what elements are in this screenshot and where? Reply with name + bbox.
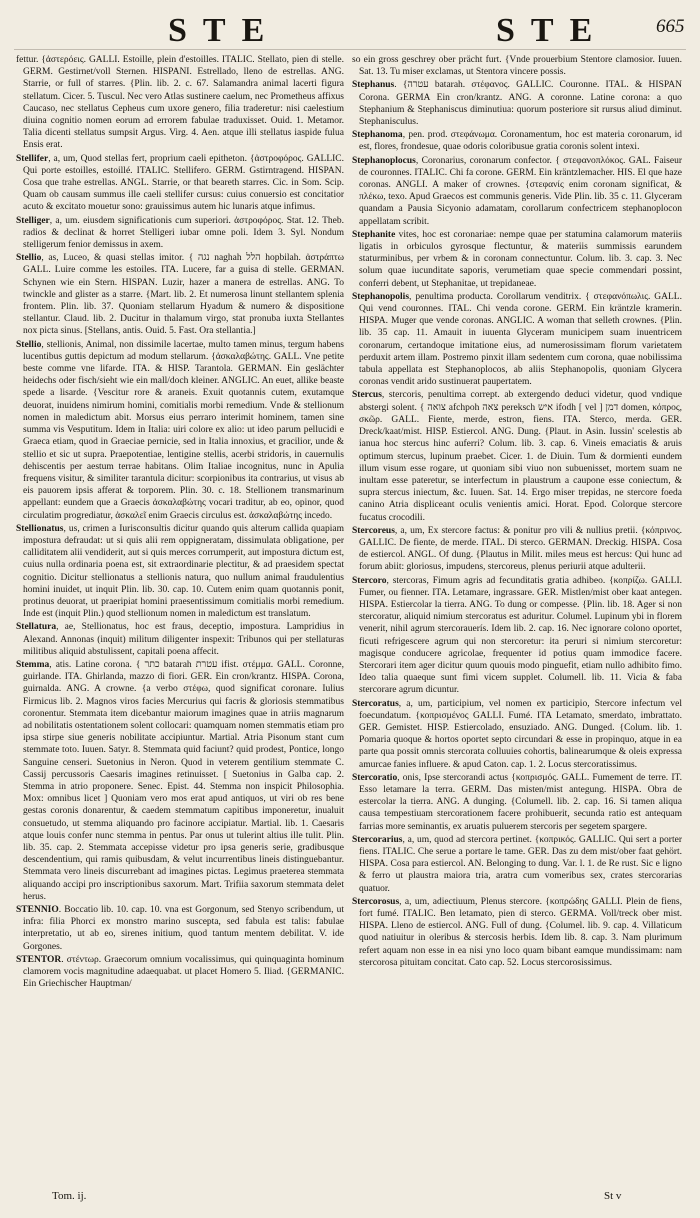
entry-text: , ae, Stellionatus, hoc est fraus, deceptio, impostura. Lampridius in Alexand. Annonas (inquit) militum diligenter inspexit: Tribunos qui per stellaturas militibus aliquid abstulissent, capitali poena affecit. [23,622,344,657]
entry-text: , a, um, quod ad stercora pertinet. {κοπρικός. GALLIC. Qui sert a porter fiens. ITALIC. Che serue a portare le tame. GER. Das zu dem mist/ober faat gehört. HISPA. Cosa para estiercol. AN. Belonging to dung. Var. l. 1. de Re rust. Sic e ligno & ferro ut plaustra maiora tria, aratra cum vomeribus sex, crates stercorarias quatuor. [359,834,682,894]
entry-text: , a, um, Quod stellas fert, proprium caeli epitheton. {ἀστροφόρος. GALLIC. Qui porte estoilles, estoillé. ITALIC. Stellifero. GERM. Gstirntragend. HISPAN. Cosa que trahe estrellas. ANGL. Starrie, or that beareth starres. Cic. in Som. Scip. Quam ob causam summus ille caeli stellifer cursus: cuius conuersio est concitatior acuto & excitato mouetur sono: grauissimus autem hic lunaris atque infimus. [23,153,344,213]
entry-text: , stercoras, Fimum agris ad fecunditatis gratia adhibeo. {κοπρίζω. GALLI. Fumer, ou fienner. ITA. Letamare, ingrassare. GER. Mistlen/mist ober kaat antegen. HISPA. Estiercolar la tierra. ANG. To dung or compesse. {Plin. lib. 18. Ager si non stercoratur, aliquid nimium stercoratus est aduritur. Columel. Lupinum ybi in florem venerit, nihil agrum stercorauerís. Idem lib. 2. cap. 16. Nec ignorare colono oportet, ficuti refrigescere agrum qui non stercoretur: ita peruri si nimium stercoretur: magisque conducere agricolae, frequenter id potius quam immodice facere. Stercorari item ager dicitur quum quouis modo pinguefit, etiam nullo adhibito fimo. Ideo talia quaeque sunt fimi vicem supplet. Columell. lib. 11. Vicia & faba stercorare agrum dicuntur. [359,575,682,696]
entry-headword: Stercorosus [352,896,400,907]
dictionary-entry [352,389,682,523]
dictionary-entry [16,904,344,953]
dictionary-entry [16,339,344,522]
entry-text: , stellionis, Animal, non dissimile lacertae, multo tamen minus, tergum habens lucentibus guttis depictum ad modum stellarum. {ἀσκαλαβώτης. GALL. Vne petite beste comme vne lifarde. ITA. & HISP. Tarantola. GERMAN. Ein geslächter heidechs oder fisch/sieht wie ein mall/doch kleiner. ANGLIC. An euet, allike beaste spede a lisarde. {Vescitur rore & araneis. Exuit quotannis cutem, exutamque deuorat, inuidens nimirum homini, comitialis morbi remedium. Vnde & stellionum nomen in maledictum abit. Morsus eius perraro interimit hominem, tamen sine summa vis Vesputitum. Idem in Italia: uiri colore ex alio: ut ideo parum pellucidi e Graeca etiam, quod in Graeciae pernicie, sed in Italia innoxius, et gracilior, unde & stellio et sic ut supra. Praepotentiae, lentigine stellis, acerbi stridoris, in cauernulis dehiscentis per aestum terrae habitans. Olim Italiae incognitus, nunc in Apulia frequens visitur, & similiter tarantula dicitur: scorpionibus ita contrarius, ut visus ab eis pauorem ipsis afferat & torporem. Plin. 30. c. 18. Stellionem transmarinum appellant: eundem que a Graecis ἀσκαλαβώτης vocari traditur, ab eo, opinor, quod circulatim progrediatur, ἀσκαλεῖ enim Graecis circulus est. ἀσκαλαβώτης incedo. [23,339,344,521]
dictionary-entry [16,954,344,991]
dictionary-entry [352,54,682,78]
entry-headword: Stephanite [352,229,396,240]
entry-text: . στέντωρ. Graecorum omnium vocalissimus, qui quinquaginta hominum clamorem vocis magnitudine adaequabat. ut placet Homero 5. Iliad. {GERMANIC. Ein Griechischer Hauptman/ [23,954,344,990]
entry-headword: Stemma [16,659,50,670]
catchword: St v [604,1190,622,1202]
dictionary-entry [352,155,682,228]
dictionary-entry [16,54,344,152]
entry-headword: STENNIO [16,905,59,916]
entry-headword: Stellifer [16,153,49,164]
header-rule [14,49,686,50]
entry-headword: Stephanus [352,80,395,91]
entry-text: , penultima producta. Corollarum venditrix. { στεφανόπωλις. GALL. Qui vend couronnes. ITAL. Chi venda corone. GERM. Ein kräntzle kramerin. HISPA. Muger que vende coronas. ANGLIC. A woman that selleth crownes. {Plin. lib. 35 cap. 11. Amauit in iuuenta Glyceram municipem suam inuentricem coronarum, certandoque imitatione eius, ad numerosissimam florum varietatem perduxit artem illam. Postremo pinxit illam sedentem cum corona, quae nobilissima tabula appellata est Stephanoplocos, ab aliis Stephanopolis, quoniam Glycera coronas vendit arido sustinuerat paupertatem. [359,291,682,388]
dictionary-entry [16,215,344,252]
entry-headword: Stercoratus [352,698,399,709]
dictionary-entry [352,698,682,771]
entry-headword: Stercoreus [352,525,395,536]
entry-text: , as, Luceo, & quasi stellas imitor. { נגה naghah הלל hopbilah. ἀστράπτω GALL. Luire comme les estoiles. ITA. Lucere, far a guisa di stelle. GERMAN. Schynen wie ein Stern. HISPAN. Luzir, hazer a manera de estrellas. ANG. To twinckle and glister as a starre. {Mart. lib. 2. Et numerosa linunt stellantem splenia frontem. Plin. lib. 37. Quoniam stellarum Hyadum & numero & dispositione stellantur. Claud. lib. 2. Ducitur in thalamum virgo, stat pronuba iuxta Stellantes nox picta sinus. [Stellans, antis. Ouid. 5. Fast. Ora stellantia.] [23,253,344,337]
entry-text: . {עטרה batarah. στέφανος. GALLIC. Couronne. ITAL. & HISPAN Corona. GERMA Ein cron/krantz. ANG. A coronne. Latine corona: a quo Stephanium & Stephaniscus diminutiua: quorum posteriore sit rursus aliud diminut. Stephanisculus. [359,80,682,128]
entry-headword: Stercoro [352,575,387,586]
entry-headword: Stephanoma [352,130,403,141]
running-head-right: STE [496,12,609,49]
entry-headword: Stelliger [16,215,50,226]
entry-text: fettur. {ἀστερόεις. GALLI. Estoille, plein d'estoilles. ITALIC. Stellato, pien di stelle. GERM. Gestirnet/voll Sternen. HISPANI. Estrellado, lleno de estrellas. ANG. Starrie, or full of starres. {Plin. lib. 2. c. 67. Salamandra animal lacerti figura stellatum. Cicer. 5. Tuscul. Nec vero Atlas sustinere caelum, nec Prometheus affixus Caucaso, nec stellatus Cepheus cum uxore genero, filia traderetur: nisi caelestium diuina cognitio nomen eorum ad errorem fabulae traduxisset. Ouid. 1. Metamor. Talia dicenti stellatus sumpsit Argus. Virg. 4. Aen. atque illi stellatus iaspide fulua Ensis erat. [16,55,344,151]
page-number: 665 [656,16,685,37]
dictionary-entry [352,772,682,833]
dictionary-entry [352,575,682,697]
dictionary-entry [352,229,682,290]
dictionary-entry [352,834,682,895]
dictionary-entry [16,621,344,658]
entry-headword: STENTOR [16,954,62,965]
entry-text: , a, um, participium, vel nomen ex participio, Stercore infectum vel foecundatum. {κοπρισμένος GALLI. Fumé. ITA Letamato, smerdato, imbrattato. GER. Gemistet. HISP. Estiercolado, ensuziado. ANG. Dunged. {Colum. lib. 1. Pomaria quoque & hortos oportet septo circundari & esse in propinquo, atque in ea parte qua possit omnis stercorata colluuies cohortis, balinearumque & oleis expressa amurcae fanies influere. & apud Caton. cap. 1. 2. Locus stercoratissimus. [359,698,682,770]
entry-text: , stercoris, penultima corrept. ab extergendo deduci videtur, quod vndique abstergi solent. { צואה afchpoh צאה pereksch איש ifodh [ vel ] דמן domen, κόπρος, σκῶρ. GALL. Fiente, merde, estron, fiens. ITA. Sterco, merda. GER. Dreck/kaat/mist. HISP. Estiercol. ANG. Dung. {Plaut. in Asin. Iussin' scelestis ab ianua hoc stercus hinc auferri? Colum. lib. 3. cap. 6. Vineis emaciatis & aruis optimum stercus, lupinum praebet. Cicer. 1. de Diuin. Tum & dormienti eundem illum visum esse rogare, ut quoniam sibi viuo non subuenisset, mortem suam ne inultam esse pateretur, se interfectum in plaustrum a caupone esse coniectum, & supra stercus iniectum, &c. Iuuen. Sat. 14. Ergo miser trepidas, ne stercore foeda canino Atria displiceant oculis venientis amici. Horat. Epod. Colorque stercore fucatus crocodili. [359,390,682,523]
entry-text: , a, um, Ex stercore factus: & ponitur pro vili & nullius pretii. {κόπρινος. GALLIC. De fiente, de merde. ITAL. Di sterco. GERMAN. Dreckig. HISPA. Cosa de estiercol. ANGL. Of dung. {Plautus in Milit. miles meus est hercus: Qui hunc ad forum abiit: gloriosus, impudens, stercoreus, plenus periurii atque adulterii. [359,525,682,573]
entry-text: . Boccatio lib. 10. cap. 10. vna est Gorgonum, sed Stenyo scribendum, ut infra: filia Phorci ex monstro marino suscepta, sed fabula est talis: fabulae interpretatio, ut ab eo, sirenes initium, quod tantum mentem debilitat. V. ide Gorgones. [23,905,344,952]
entry-headword: Stephanopolis [352,291,410,302]
entry-headword: Stephanoplocus [352,155,416,166]
entry-headword: Stercus [352,390,382,401]
dictionary-entry [16,523,344,621]
dictionary-entry [352,291,682,389]
dictionary-entry [16,153,344,214]
left-column [16,54,344,991]
signature-mark: Tom. ij. [52,1190,87,1202]
dictionary-entry [16,252,344,337]
dictionary-entry [352,896,682,969]
entry-headword: Stercoratio [352,772,398,783]
running-head-left: STE [168,12,281,49]
entry-headword: Stellio [16,253,42,264]
dictionary-entry [352,129,682,153]
entry-text: so ein gross geschrey ober prächt furt. {Vnde prouerbium Stentore clamosior. Iuuen. Sat. 13. Tu miser exclamas, ut Stentora vincere possis. [352,55,682,78]
entry-text: , us, crimen a Iurisconsultis dicitur quando quis alterum callida quapiam impostura defraudat: ut si quis alii rem oppigneratam, dissimulata obligatione, per calliditatem alii vendiderit, aut si quis merces corrumperit, aut impostura dictum est, cuius nulla ordinaria poena est, sit extraordinarie plectitur, & ad praesidem spectat cognitio. Dicitur stellionatus a stellionis natura, quo nullum animal fraudulentius homini inuidet, ut inquit Plin. lib. 30. cap. 10. Cutem enim quam quotannis ponit, protinus deuorat, ut praeripiat homini praesentissimum comitialis morbi remedium. Inde est (inquit Plin.) quod stellionum nomen in maledictum est translatum. [23,523,344,620]
entry-text: vites, hoc est coronariae: nempe quae per statumina calamorum materiis ligatis in orbiculos gyrosque flectuntur, & materiis summissis earundem staturminibus, per vrbem & in coronam connectuntur. Colum. lib. 3. cap. 3. Nec solum quae iucunditate saporis, verumetiam quae specie commendari possint, conferri debent, ut Stephanitae, ut trepidaneae. [359,229,682,289]
entry-text: , atis. Latine corona. { כתר batarah עטרת ifist. στέμμα. GALL. Coronne, guirlande. ITA. Ghirlanda, mazzo di fiori. GER. Ein cron/krantz. HISPA. Corona, guirnalda. ANG. A crowne. {a verbo στέφω, quod significat coronare. Iulius Firmicus lib. 2. Magnos viros facies Mercurius qui facris & gloriosis stemmatibus coronentur. Stemmata item dicebantur maiorum imagines quae in atriis magnarum ad nobilitatis ostentationem solent collocari: quamquam nomen stemmatis etiam pro ipsa stirpe siue generis nobilitate accipiuntur. Martial. Atria Pisonum stant cum stemmate toto. Iuuen. Satyr. 8. Stemmata quid faciunt? quid prodest, Pontice, longo Sanguine censeri. Suetonius in Neron. Quod in veterem gentilium stemmate C. Cassij percussoris Caesaris imagines retinuisset. [ Suetonius in Galba cap. 2. Stemma in atrio proponere. Senec. Epist. 44. Stemma non inspicit Philosophia. Mox: omnibus licet ] Quoniam vero mos erat apud antiquos, ut viri ob res bene gestas coronis donarentur, & caedem stemmatum capitibus imponeretur, inualuit consuetudo, ut stemma aliquando pro facinore accipiatur. Martial. lib. 1. Caesaris atque louis confer nunc stemma in pentus. Par onus ut tulerint altius ille tulit. Plin. lib. 35. cap. 2. Stemmata accepisse videtur pro ipsa generis serie, gradibusque descendentium, qui ramis quibusdam, & velut incurrentibus lineis distinguebantur. Stemmata vero lineis discurrebant ad imagines pictas. Legimus praeterea stemmata aliquando accipi pro inscriptionibus saxorum. Mart. Trifiia saxorum stemmata delet herus. [23,659,344,902]
entry-text: , pen. prod. στεφάνωμα. Coronamentum, hoc est materia coronarum, id est, flores, frondesue, quae odoris coloribusue gratia coronis solent intexi. [359,130,682,153]
dictionary-entry [352,525,682,574]
entry-headword: Stercorarius [352,834,403,845]
entry-headword: Stellionatus [16,523,64,534]
entry-text: , Coronarius, coronarum confector. { στεφανοπλόκος. GAL. Faiseur de couronnes. ITALIC. Chi fa corone. GERM. Ein kräntzlemacher. HIS. El que haze coronas. ANGLI. A maker of crownes. {στεφανίς enim coronam significat, & πλέκω, texo. Apud Graecos est communis generis. Vide Plin. lib. 35 c. 11. Glyceram quandam a Pausia Sicyonio adamatam, corollarum confectricem stephanoplocon appellatam scribit. [359,155,682,227]
entry-headword: Stellatura [16,622,57,633]
entry-headword: Stellio [16,339,42,350]
dictionary-entry [352,79,682,128]
entry-text: , onis, Ipse stercorandi actus {κοπρισμός. GALL. Fumement de terre. IT. Esso letamare la terra. GERM. Das misten/mist antegung. HISPA. Obra de estercolar la tierra. ANG. A dunging. {Columell. lib. 2. cap. 16. Si tamen aliqua causa tempestiuam stercorationem facere prohibuerit, secunda ratio est antequam farrias more seminantis, ex aruatis puluerem stercoris per segetem spargere. [359,772,682,832]
right-column [352,54,682,970]
entry-text: , a, um. eiusdem significationis cum superiori. ἀστροφόρος. Stat. 12. Theb. radios & declinat & horret Stelligeri iubar omne poli. Idem 3. Syl. Nondum stelligerum fenior demissus in axem. [23,215,344,251]
dictionary-entry [16,659,344,903]
entry-text: , a, um, adiectiuum, Plenus stercore. {κοπρώδης GALLI. Plein de fiens, fort fumé. ITALIC. Ben letamato, pien di sterco. GERMA. Voll/treck ober mist. HISPA. Lleno de estiercol. ANG. Full of dung. {Columel. lib. 9. cap. 4. Villaticum quod natiuitur in oleribus & stercosis herbis. Idem lib. 8. cap. 3. Nam plurimum refert aquam non esse in ea nisi yno loco quam bibant eamque mundissimam: nam stercorosa pituitam concitat. Cato cap. 52. Locus stercorosissimus. [359,896,682,968]
